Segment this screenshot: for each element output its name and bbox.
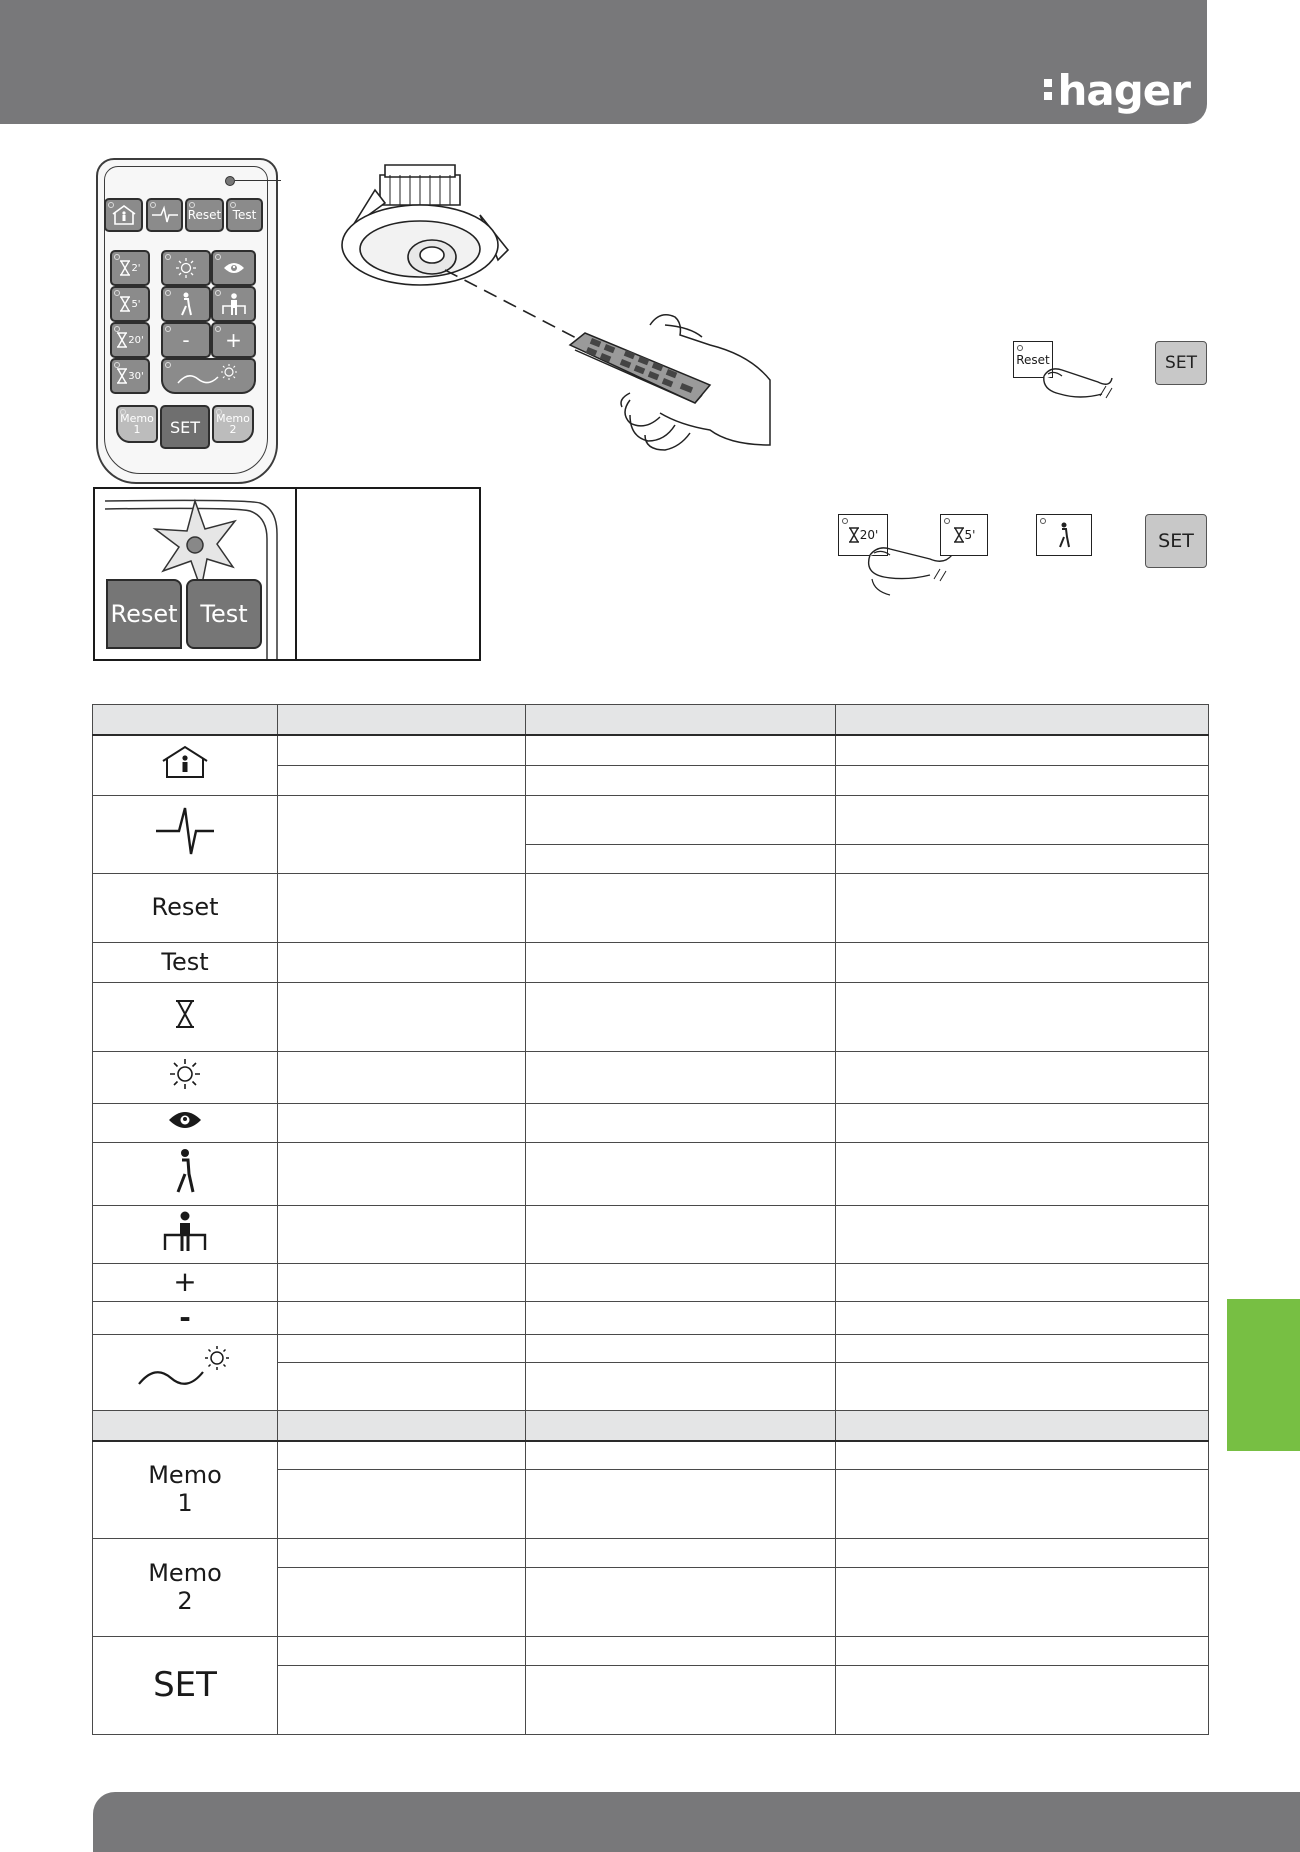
pulse-icon <box>153 802 217 860</box>
table-cell <box>836 1568 1209 1637</box>
remote-plus-button[interactable] <box>211 322 256 358</box>
table-cell <box>836 735 1209 765</box>
hourglass-icon <box>174 999 196 1029</box>
remote-memo1-button[interactable] <box>116 405 158 443</box>
hourglass-icon <box>119 260 131 276</box>
table-cell <box>836 1205 1209 1263</box>
walking-person-icon <box>1057 522 1071 548</box>
table-row <box>93 982 1209 1051</box>
table-cell <box>836 1051 1209 1103</box>
table-cell <box>836 1103 1209 1142</box>
table-row <box>93 1441 1209 1470</box>
table-cell <box>836 942 1209 982</box>
hager-logo: hager <box>1044 66 1190 115</box>
table-cell <box>836 844 1209 873</box>
table-cell <box>526 1637 836 1666</box>
step2-timer-5-button <box>940 514 988 556</box>
table-row <box>93 1051 1209 1103</box>
table-header-row <box>93 705 1209 736</box>
house-person-icon <box>159 744 211 780</box>
hourglass-icon <box>116 332 128 348</box>
memo1-symbol-label: Memo 1 <box>148 1461 222 1517</box>
remote-set-button[interactable] <box>160 405 210 449</box>
table-cell <box>278 942 526 982</box>
table-cell <box>526 1441 836 1470</box>
hourglass-icon <box>848 527 860 543</box>
header-cell <box>836 705 1209 736</box>
header-cell <box>278 1410 526 1441</box>
zoom-box-divider <box>295 487 297 661</box>
house-person-icon <box>111 204 137 226</box>
symbol-cell <box>93 873 278 942</box>
walking-person-icon <box>174 1148 196 1194</box>
header-cell <box>93 1410 278 1441</box>
header-cell <box>93 705 278 736</box>
remote-daylight-button[interactable] <box>161 358 256 394</box>
table-cell <box>526 1666 836 1735</box>
table-cell <box>836 873 1209 942</box>
table-cell <box>278 873 526 942</box>
table-row <box>93 1103 1209 1142</box>
table-row <box>93 873 1209 942</box>
zoom-reset-button <box>106 579 182 649</box>
function-table <box>92 704 1209 1735</box>
table-row <box>93 1142 1209 1205</box>
table-cell <box>836 982 1209 1051</box>
table-cell <box>526 1103 836 1142</box>
table-cell <box>836 1539 1209 1568</box>
header-cell <box>526 1410 836 1441</box>
table-cell <box>836 1301 1209 1334</box>
table-row <box>93 942 1209 982</box>
remote-pulse-button[interactable] <box>146 198 183 232</box>
step1-reset-label: Reset <box>1016 352 1050 367</box>
step1-set-button <box>1155 341 1207 385</box>
table-row <box>93 735 1209 765</box>
table-cell <box>526 765 836 795</box>
step2-set-label: SET <box>1158 530 1194 552</box>
walking-person-icon <box>179 292 193 316</box>
eye-icon <box>167 1109 203 1131</box>
section-tab <box>1227 1299 1300 1451</box>
symbol-cell <box>93 1205 278 1263</box>
step2-timer-5-label: 5' <box>964 528 976 542</box>
table-cell <box>278 1539 526 1568</box>
plus-label: + <box>225 328 242 352</box>
table-cell <box>278 1666 526 1735</box>
table-cell <box>526 942 836 982</box>
table-cell <box>836 1666 1209 1735</box>
table-cell <box>526 1205 836 1263</box>
table-cell <box>526 1470 836 1539</box>
timer-2-label: 2' <box>131 262 141 274</box>
table-cell <box>526 735 836 765</box>
table-cell <box>836 795 1209 844</box>
table-cell <box>836 1263 1209 1301</box>
hourglass-icon <box>119 296 131 312</box>
remote-timer-5-button[interactable] <box>110 286 150 322</box>
table-row <box>93 1301 1209 1334</box>
timer-20-label: 20' <box>128 334 144 346</box>
reset-label: Reset <box>187 208 222 222</box>
set-label: SET <box>169 417 201 437</box>
table-cell <box>836 1334 1209 1362</box>
symbol-cell <box>93 1301 278 1334</box>
table-cell <box>836 1470 1209 1539</box>
step2-walk-button <box>1036 514 1092 556</box>
hourglass-icon <box>116 368 128 384</box>
table-cell <box>278 1470 526 1539</box>
table-row <box>93 1263 1209 1301</box>
symbol-cell <box>93 1142 278 1205</box>
table-cell <box>526 1263 836 1301</box>
hourglass-icon <box>953 527 965 543</box>
symbol-cell <box>93 1263 278 1301</box>
step1-set-label: SET <box>1165 353 1197 373</box>
table-row <box>93 1637 1209 1666</box>
symbol-cell <box>93 1103 278 1142</box>
table-cell <box>278 795 526 873</box>
table-cell <box>278 735 526 765</box>
table-cell <box>278 1103 526 1142</box>
daylight-curve-icon <box>135 1344 235 1394</box>
test-symbol-label: Test <box>161 947 209 976</box>
table-cell <box>278 982 526 1051</box>
symbol-cell <box>93 1441 278 1539</box>
remote-presence-button[interactable] <box>104 198 143 232</box>
table-row <box>93 795 1209 844</box>
step2-set-button <box>1145 514 1207 568</box>
symbol-cell <box>93 1051 278 1103</box>
symbol-cell <box>93 1637 278 1735</box>
footer-bar <box>93 1792 1300 1852</box>
remote-walk-button[interactable] <box>161 286 211 322</box>
minus-symbol-label: - <box>179 1300 191 1334</box>
table-cell <box>278 765 526 795</box>
eye-icon <box>223 261 245 275</box>
symbol-cell <box>93 982 278 1051</box>
header-cell <box>278 705 526 736</box>
table-cell <box>526 1051 836 1103</box>
table-row <box>93 1334 1209 1362</box>
table-cell <box>278 1263 526 1301</box>
table-cell <box>278 1362 526 1410</box>
remote-brightness-button[interactable] <box>161 250 211 286</box>
symbol-cell <box>93 795 278 873</box>
table-cell <box>836 1362 1209 1410</box>
table-cell <box>278 1568 526 1637</box>
table-cell <box>836 765 1209 795</box>
remote-timer-30-button[interactable] <box>110 358 150 394</box>
plus-symbol-label: + <box>173 1264 197 1298</box>
table-cell <box>278 1334 526 1362</box>
detector-remote-illustration <box>330 145 800 455</box>
table-cell <box>278 1441 526 1470</box>
table-cell <box>836 1637 1209 1666</box>
pulse-icon <box>151 205 179 225</box>
symbol-cell <box>93 1539 278 1637</box>
table-cell <box>526 1142 836 1205</box>
header-cell <box>836 1410 1209 1441</box>
symbol-cell <box>93 942 278 982</box>
table-subheader-row <box>93 1410 1209 1441</box>
memo2-label: Memo 2 <box>216 412 250 436</box>
remote-test-button[interactable] <box>226 198 263 232</box>
table-cell <box>278 1205 526 1263</box>
zoom-test-label: Test <box>200 600 248 628</box>
led-leader-line <box>235 180 281 181</box>
table-cell <box>526 873 836 942</box>
daylight-curve-icon <box>174 363 244 389</box>
test-label: Test <box>232 208 257 222</box>
table-cell <box>278 1637 526 1666</box>
table-cell <box>836 1142 1209 1205</box>
set-symbol-label: SET <box>153 1665 217 1706</box>
table-cell <box>526 844 836 873</box>
sun-icon <box>175 257 197 279</box>
person-desk-icon <box>221 292 247 316</box>
remote-desk-button[interactable] <box>211 286 256 322</box>
table-cell <box>526 982 836 1051</box>
table-cell <box>526 1568 836 1637</box>
remote-minus-button[interactable] <box>161 322 211 358</box>
remote-timer-20-button[interactable] <box>110 322 150 358</box>
zoom-reset-label: Reset <box>110 600 178 628</box>
reset-symbol-label: Reset <box>151 893 219 922</box>
person-desk-icon <box>162 1210 208 1252</box>
remote-eye-button[interactable] <box>211 250 256 286</box>
remote-timer-2-button[interactable] <box>110 250 150 286</box>
table-cell <box>278 1301 526 1334</box>
table-cell <box>836 1441 1209 1470</box>
table-cell <box>278 1142 526 1205</box>
memo2-symbol-label: Memo 2 <box>148 1559 222 1615</box>
table-cell <box>526 1539 836 1568</box>
table-row <box>93 1539 1209 1568</box>
remote-reset-button[interactable] <box>185 198 224 232</box>
step1-finger-icon <box>1040 360 1120 405</box>
table-row <box>93 1205 1209 1263</box>
zoom-test-button <box>186 579 262 649</box>
table-cell <box>526 1301 836 1334</box>
symbol-cell <box>93 1334 278 1410</box>
sun-icon <box>168 1057 202 1091</box>
remote-memo2-button[interactable] <box>212 405 254 443</box>
remote-led <box>225 176 235 186</box>
table-cell <box>526 795 836 844</box>
header-cell <box>526 705 836 736</box>
symbol-cell <box>93 735 278 795</box>
memo1-label: Memo 1 <box>120 412 154 436</box>
header-bar <box>0 0 1207 124</box>
table-cell <box>278 1051 526 1103</box>
timer-5-label: 5' <box>131 298 141 310</box>
table-cell <box>526 1334 836 1362</box>
minus-label: - <box>182 328 190 352</box>
timer-30-label: 30' <box>128 370 144 382</box>
step2-timer-20-label: 20' <box>859 528 879 542</box>
table-cell <box>526 1362 836 1410</box>
